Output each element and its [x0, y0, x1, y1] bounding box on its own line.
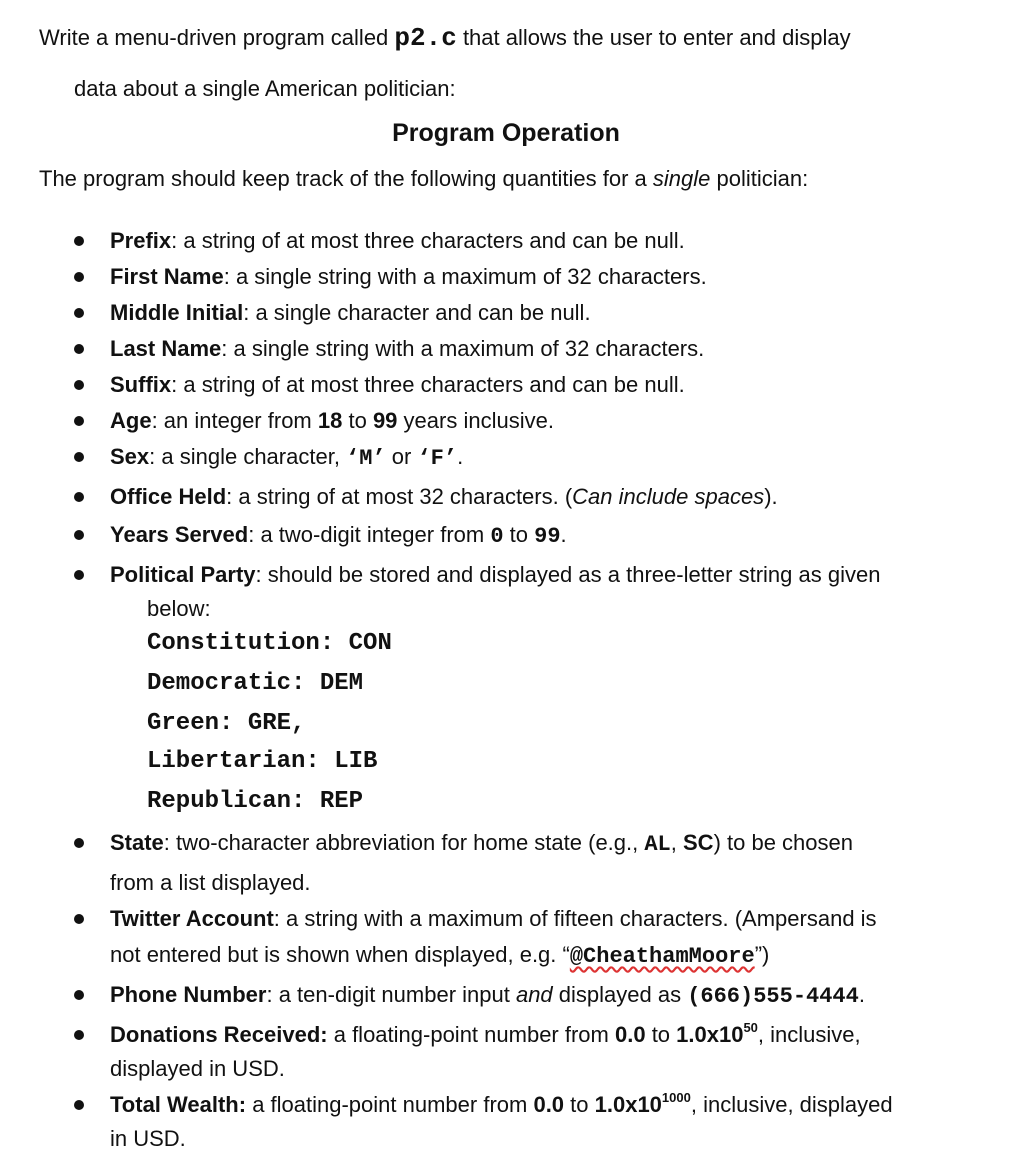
- field-description: , inclusive,: [757, 1022, 861, 1047]
- intro-line-2: data about a single American politician:: [74, 76, 456, 101]
- bullet-icon: [74, 492, 84, 502]
- field-description: , inclusive, displayed: [690, 1092, 893, 1117]
- field-label: Last Name: [110, 336, 222, 361]
- bullet-icon: [74, 990, 84, 1000]
- field-description: : a string of at most three characters and can be null.: [171, 228, 685, 253]
- list-item-sex: [110, 444, 463, 472]
- bullet-icon: [74, 380, 84, 390]
- field-note: Can include spaces: [572, 484, 765, 509]
- field-description: : an integer from: [151, 408, 318, 433]
- list-item-suffix: [110, 372, 685, 398]
- wealth-min: 0.0: [533, 1092, 565, 1117]
- field-description: to: [564, 1092, 595, 1117]
- lead-paragraph: [39, 166, 808, 192]
- field-description: ).: [764, 484, 778, 509]
- list-item-last-name: [110, 336, 704, 362]
- field-description: : a single string with a maximum of 32 characters.: [221, 336, 705, 361]
- field-label: State: [110, 830, 164, 855]
- field-description-continued: [110, 942, 769, 970]
- field-label: Age: [110, 408, 152, 433]
- list-item-prefix: [110, 228, 685, 254]
- field-description: not entered but is shown when displayed, e.g. “: [110, 942, 570, 967]
- party-option: Constitution: CON: [147, 630, 392, 657]
- bullet-icon: [74, 1030, 84, 1040]
- wealth-max-base: 1.0x10: [594, 1092, 662, 1117]
- field-label: Office Held: [110, 484, 227, 509]
- field-emphasis: and: [515, 982, 553, 1007]
- field-label: Prefix: [110, 228, 172, 253]
- bullet-icon: [74, 416, 84, 426]
- bullet-icon: [74, 914, 84, 924]
- bullet-icon: [74, 236, 84, 246]
- field-label: First Name: [110, 264, 224, 289]
- list-item-phone-number: [110, 982, 865, 1010]
- donations-min: 0.0: [614, 1022, 646, 1047]
- field-description: : a ten-digit number input: [266, 982, 516, 1007]
- field-description: to: [342, 408, 373, 433]
- lead-text: politician:: [710, 166, 809, 191]
- years-max: 99: [534, 524, 561, 549]
- bullet-icon: [74, 452, 84, 462]
- lead-emphasis: single: [652, 166, 711, 191]
- field-description: a floating-point number from: [246, 1092, 534, 1117]
- field-description-continued: in USD.: [110, 1126, 186, 1151]
- sex-option-m: ‘M’: [346, 446, 386, 471]
- field-description: : a single character and can be null.: [243, 300, 591, 325]
- state-example: AL: [644, 832, 671, 857]
- donations-max: [676, 1019, 758, 1047]
- field-description: : a single string with a maximum of 32 characters.: [223, 264, 707, 289]
- party-option: Democratic: DEM: [147, 670, 364, 697]
- bullet-icon: [74, 570, 84, 580]
- years-min: 0: [490, 524, 504, 549]
- field-description: .: [858, 982, 865, 1007]
- list-item-total-wealth: [110, 1089, 893, 1118]
- list-item-middle-initial: [110, 300, 591, 326]
- field-description: : a string of at most 32 characters. (: [226, 484, 573, 509]
- bullet-icon: [74, 838, 84, 848]
- field-label: Total Wealth:: [110, 1092, 247, 1117]
- phone-format: (666)555-4444: [687, 984, 859, 1009]
- field-description: : should be stored and displayed as a three-letter string as given: [255, 562, 881, 587]
- field-description-continued: below:: [147, 596, 211, 621]
- field-description: ) to be chosen: [713, 830, 853, 855]
- party-option: Green: GRE,: [147, 710, 306, 737]
- list-item-age: [110, 408, 554, 434]
- field-description: a floating-point number from: [327, 1022, 615, 1047]
- field-description: ”): [754, 942, 770, 967]
- list-item-twitter-account: [110, 906, 877, 932]
- intro-line-1: [39, 25, 851, 51]
- field-label: Phone Number: [110, 982, 267, 1007]
- intro-text: Write a menu-driven program called: [39, 25, 395, 50]
- list-item-state: [110, 830, 853, 858]
- field-description: : a two-digit integer from: [248, 522, 491, 547]
- twitter-handle-example: @CheathamMoore: [569, 944, 755, 969]
- field-label: Donations Received:: [110, 1022, 328, 1047]
- section-title: Program Operation: [392, 119, 620, 147]
- field-description: ,: [670, 830, 683, 855]
- state-example: SC: [683, 830, 714, 855]
- wealth-max-exponent: 1000: [661, 1089, 691, 1105]
- list-item-donations-received: [110, 1019, 861, 1048]
- bullet-icon: [74, 530, 84, 540]
- field-description: to: [503, 522, 535, 547]
- list-item-office-held: [110, 484, 778, 510]
- field-label: Suffix: [110, 372, 172, 397]
- wealth-max: [594, 1089, 691, 1117]
- field-description: .: [457, 444, 464, 469]
- bullet-icon: [74, 308, 84, 318]
- program-filename: p2.c: [394, 23, 457, 53]
- field-description: : a single character,: [149, 444, 347, 469]
- field-description-continued: displayed in USD.: [110, 1056, 285, 1081]
- intro-text: that allows the user to enter and display: [456, 25, 851, 50]
- field-label: Sex: [110, 444, 150, 469]
- list-item-years-served: [110, 522, 567, 550]
- field-label: Years Served: [110, 522, 249, 547]
- list-item-political-party: [110, 562, 880, 588]
- field-label: Political Party: [110, 562, 256, 587]
- field-description: : two-character abbreviation for home state (e.g.,: [163, 830, 645, 855]
- sex-option-f: ‘F’: [417, 446, 458, 471]
- bullet-icon: [74, 1100, 84, 1110]
- age-min: 18: [317, 408, 343, 433]
- field-description: : a string of at most three characters and can be null.: [171, 372, 685, 397]
- field-description: or: [385, 444, 418, 469]
- field-description: displayed as: [552, 982, 688, 1007]
- list-item-first-name: [110, 264, 707, 290]
- lead-text: The program should keep track of the following quantities for a: [39, 166, 653, 191]
- field-description-continued: from a list displayed.: [110, 870, 311, 895]
- bullet-icon: [74, 344, 84, 354]
- donations-max-base: 1.0x10: [676, 1022, 744, 1047]
- field-label: Middle Initial: [110, 300, 244, 325]
- party-option: Republican: REP: [147, 788, 364, 815]
- bullet-icon: [74, 272, 84, 282]
- field-label: Twitter Account: [110, 906, 274, 931]
- age-max: 99: [372, 408, 398, 433]
- field-description: years inclusive.: [397, 408, 554, 433]
- field-description: to: [645, 1022, 677, 1047]
- party-option: Libertarian: LIB: [147, 748, 378, 775]
- field-description: .: [560, 522, 567, 547]
- field-description: : a string with a maximum of fifteen characters. (Ampersand is: [273, 906, 877, 931]
- donations-max-exponent: 50: [743, 1019, 758, 1035]
